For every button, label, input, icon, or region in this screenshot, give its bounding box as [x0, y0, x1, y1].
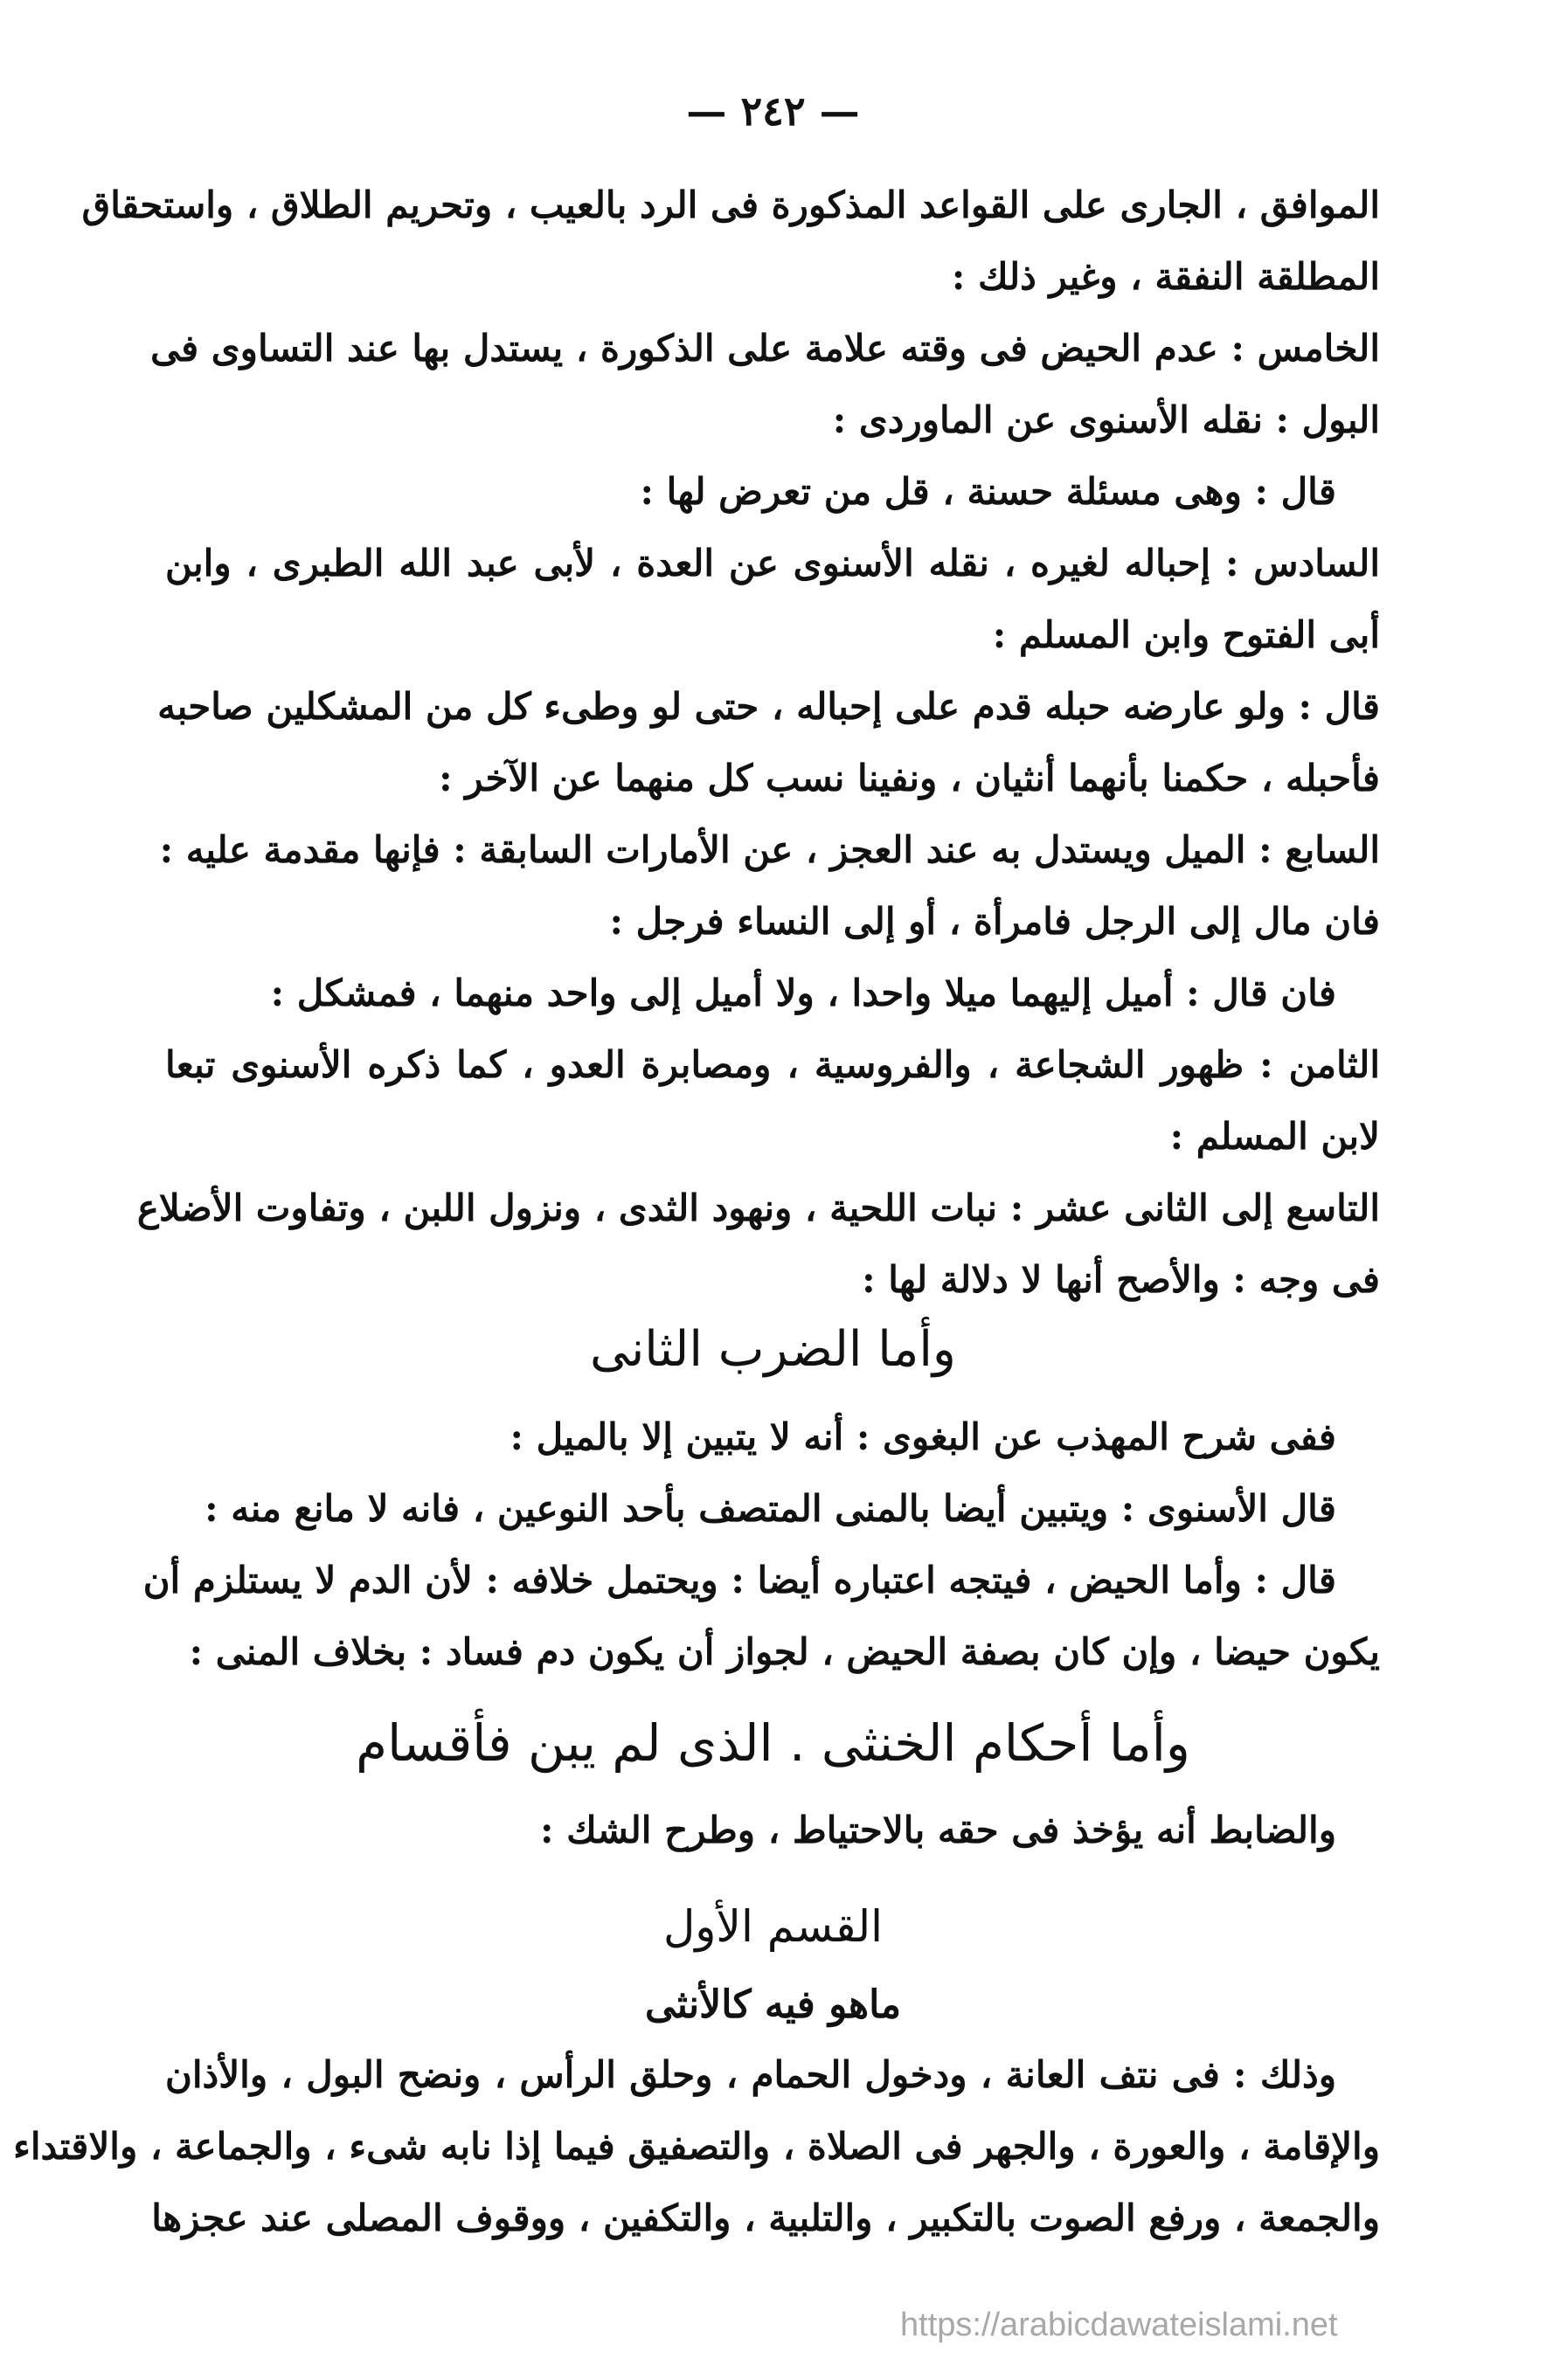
text-line: المطلقة النفقة ، وغير ذلك :	[951, 255, 1380, 298]
text-line: الموافق ، الجارى على القواعد المذكورة فى الرد بالعيب ، وتحريم الطلاق ، واستحقاق	[81, 183, 1380, 226]
text-line: قال : وهى مسئلة حسنة ، قل من تعرض لها :	[640, 470, 1336, 513]
text-line: قال : ولو عارضه حبله قدم على إحباله ، حتى لو وطىء كل من المشكلين صاحبه	[157, 685, 1380, 728]
page-number: — ٢٤٢ —	[686, 87, 860, 135]
text-line: فان مال إلى الرجل فامرأة ، أو إلى النساء فرجل :	[609, 900, 1380, 943]
section-subheading: ماهو فيه كالأنثى	[644, 1982, 902, 2027]
text-line: قال : وأما الحيض ، فيتجه اعتباره أيضا : ويحتمل خلافه : لأن الدم لا يستلزم أن	[142, 1559, 1336, 1602]
watermark-url: https://arabicdawateislami.net	[900, 2307, 1338, 2343]
text-line: يكون حيضا ، وإن كان بصفة الحيض ، لجواز أن يكون دم فساد : بخلاف المنى :	[189, 1630, 1380, 1673]
section-heading: وأما أحكام الخنثى . الذى لم يبن فأقسام	[356, 1713, 1190, 1773]
section-heading: وأما الضرب الثانى	[590, 1321, 956, 1378]
text-line: الخامس : عدم الحيض فى وقته علامة على الذكورة ، يستدل بها عند التساوى فى	[150, 327, 1380, 370]
text-line: فى وجه : والأصح أنها لا دلالة لها :	[862, 1258, 1380, 1301]
text-line: فأحبله ، حكمنا بأنهما أنثيان ، ونفينا نسب كل منهما عن الآخر :	[439, 757, 1380, 799]
text-line: ففى شرح المهذب عن البغوى : أنه لا يتبين إلا بالميل :	[510, 1415, 1336, 1458]
text-line: والجمعة ، ورفع الصوت بالتكبير ، والتلبية ، والتكفين ، ووقوف المصلى عند عجزها	[151, 2197, 1380, 2239]
text-line: البول : نقله الأسنوى عن الماوردى :	[832, 398, 1380, 441]
section-heading: القسم الأول	[662, 1901, 884, 1952]
text-line: الثامن : ظهور الشجاعة ، والفروسية ، ومصابرة العدو ، كما ذكره الأسنوى تبعا	[165, 1043, 1380, 1086]
text-line: لابن المسلم :	[1169, 1115, 1380, 1158]
text-line: والإقامة ، والعورة ، والجهر فى الصلاة ، والتصفيق فيما إذا نابه شىء ، والجماعة ، والاقتداء	[13, 2125, 1380, 2168]
text-line: والضابط أنه يؤخذ فى حقه بالاحتياط ، وطرح الشك :	[540, 1809, 1336, 1851]
text-line: أبى الفتوح وابن المسلم :	[992, 613, 1380, 656]
text-line: قال الأسنوى : ويتبين أيضا بالمنى المتصف بأحد النوعين ، فانه لا مانع منه :	[205, 1487, 1336, 1530]
text-line: وذلك : فى نتف العانة ، ودخول الحمام ، وحلق الرأس ، ونضح البول ، والأذان	[165, 2053, 1336, 2096]
text-line: السابع : الميل ويستدل به عند العجز ، عن الأمارات السابقة : فإنها مقدمة عليه :	[159, 828, 1380, 871]
text-line: فان قال : أميل إليهما ميلا واحدا ، ولا أميل إلى واحد منهما ، فمشكل :	[270, 972, 1336, 1014]
text-line: التاسع إلى الثانى عشر : نبات اللحية ، ونهود الثدى ، ونزول اللبن ، وتفاوت الأضلاع	[136, 1187, 1380, 1229]
text-line: السادس : إحباله لغيره ، نقله الأسنوى عن العدة ، لأبى عبد الله الطبرى ، وابن	[165, 542, 1380, 585]
